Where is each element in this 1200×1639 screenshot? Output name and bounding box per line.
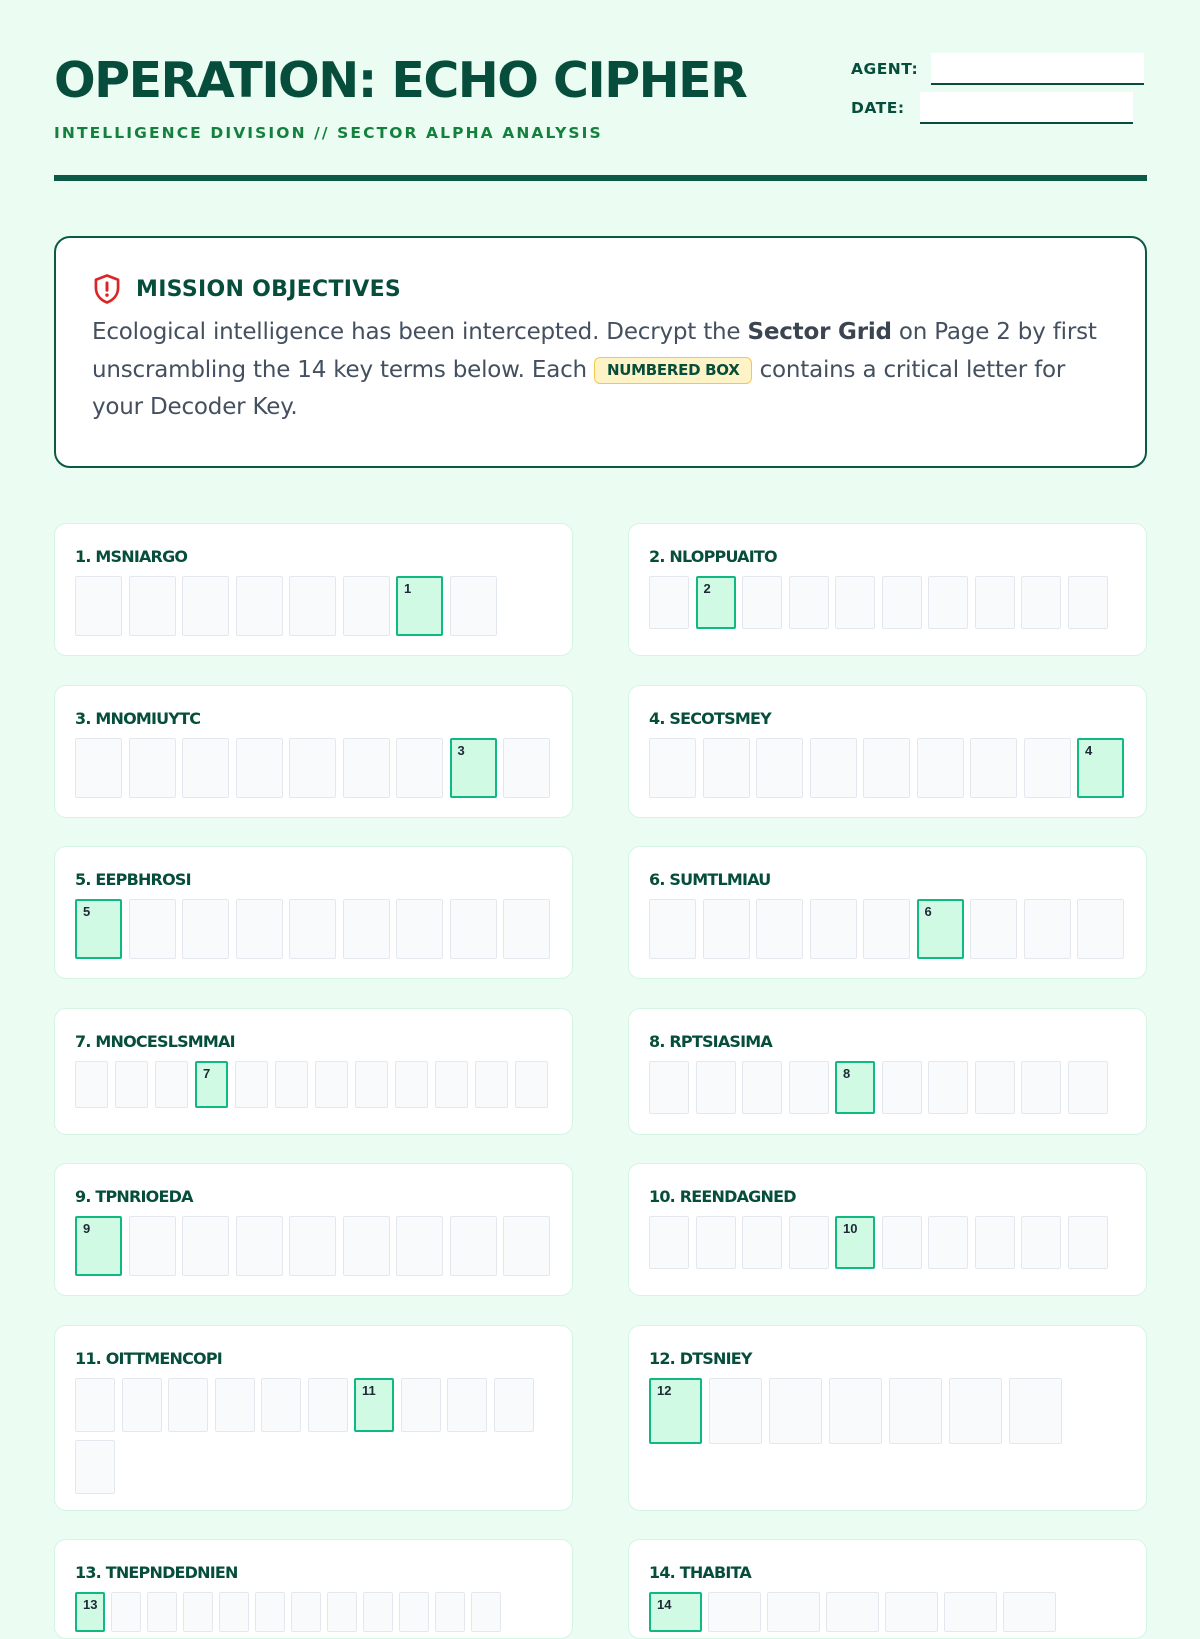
numbered-box-badge: NUMBERED BOX [594,357,752,384]
letter-boxes [649,738,1126,798]
letter-box[interactable] [928,1061,968,1114]
letter-box[interactable] [503,738,550,798]
key-letter-box[interactable] [75,1592,105,1632]
letter-box[interactable] [503,899,550,959]
letter-box[interactable] [396,738,443,798]
letter-box[interactable] [742,1216,782,1269]
letter-boxes [649,576,1126,629]
key-box-number: 8 [843,1066,851,1081]
letter-box[interactable] [928,1216,968,1269]
letter-box[interactable] [183,1592,213,1632]
letter-box[interactable] [1068,1061,1108,1114]
letter-box[interactable] [471,1592,501,1632]
puzzle-card [54,1539,573,1639]
letter-box[interactable] [789,1061,829,1114]
letter-box[interactable] [447,1378,487,1432]
key-letter-box[interactable] [835,1061,875,1114]
letter-box[interactable] [236,576,283,636]
letter-boxes [649,1592,1126,1632]
letter-box[interactable] [75,1378,115,1432]
puzzle-scrambled-word: 14. THABITA [649,1563,752,1582]
letter-box[interactable] [975,1061,1015,1114]
letter-box[interactable] [810,899,857,959]
letter-box[interactable] [182,899,229,959]
letter-box[interactable] [835,576,875,629]
letter-box[interactable] [649,1216,689,1269]
letter-box[interactable] [863,738,910,798]
key-letter-box[interactable] [75,899,122,959]
letter-box[interactable] [826,1592,879,1632]
letter-box[interactable] [343,576,390,636]
letter-box[interactable] [396,1216,443,1276]
letter-boxes [75,1592,552,1632]
header-divider [54,175,1147,181]
mission-title: MISSION OBJECTIVES [136,276,402,302]
key-letter-box[interactable] [195,1061,228,1108]
letter-box[interactable] [355,1061,388,1108]
letter-boxes [75,738,552,798]
puzzle-card [54,523,573,656]
letter-box[interactable] [215,1378,255,1432]
puzzle-card [628,1008,1147,1135]
puzzle-scrambled-word: 11. OITTMENCOPI [75,1349,222,1368]
puzzle-scrambled-word: 3. MNOMIUYTC [75,709,201,728]
letter-box[interactable] [863,899,910,959]
date-field[interactable] [920,92,1133,124]
letter-box[interactable] [219,1592,249,1632]
letter-box[interactable] [1068,1216,1108,1269]
letter-box[interactable] [1003,1592,1056,1632]
letter-box[interactable] [450,899,497,959]
letter-box[interactable] [1077,899,1124,959]
letter-box[interactable] [742,1061,782,1114]
mission-text-part-3: contains a critical letter for your Decoder Key. [92,356,1066,420]
sector-grid-emphasis: Sector Grid [747,319,892,345]
letter-box[interactable] [789,1216,829,1269]
letter-box[interactable] [709,1378,762,1444]
agent-label: AGENT: [851,60,919,78]
key-box-number: 10 [843,1221,858,1236]
letter-box[interactable] [182,738,229,798]
letter-box[interactable] [363,1592,393,1632]
key-box-number: 12 [657,1383,672,1398]
letter-boxes [75,1216,552,1276]
letter-box[interactable] [75,738,122,798]
letter-boxes [75,1061,552,1108]
letter-box[interactable] [289,576,336,636]
letter-boxes [649,1216,1126,1269]
letter-box[interactable] [343,899,390,959]
letter-box[interactable] [129,1216,176,1276]
letter-box[interactable] [708,1592,761,1632]
puzzle-card [628,685,1147,818]
letter-box[interactable] [649,899,696,959]
date-label: DATE: [851,99,905,117]
letter-box[interactable] [235,1061,268,1108]
letter-box[interactable] [435,1061,468,1108]
letter-box[interactable] [395,1061,428,1108]
mission-heading [92,272,1109,306]
key-box-number: 13 [83,1597,98,1612]
letter-box[interactable] [917,738,964,798]
puzzle-scrambled-word: 7. MNOCESLSMMAI [75,1032,235,1051]
agent-field[interactable] [931,53,1144,85]
key-box-number: 1 [404,581,412,596]
letter-box[interactable] [122,1378,162,1432]
date-row [851,92,1133,124]
letter-box[interactable] [155,1061,188,1108]
mission-objectives-box [54,236,1147,468]
key-letter-box[interactable] [1077,738,1124,798]
letter-box[interactable] [450,576,497,636]
puzzle-scrambled-word: 9. TPNRIOEDA [75,1187,193,1206]
letter-box[interactable] [944,1592,997,1632]
letter-box[interactable] [115,1061,148,1108]
puzzle-card [628,846,1147,979]
letter-box[interactable] [882,576,922,629]
puzzle-card [54,1325,573,1511]
worksheet-page [54,0,1147,1612]
letter-box[interactable] [696,1061,736,1114]
puzzle-scrambled-word: 8. RPTSIASIMA [649,1032,772,1051]
letter-box[interactable] [975,576,1015,629]
letter-box[interactable] [168,1378,208,1432]
letter-box[interactable] [315,1061,348,1108]
letter-box[interactable] [767,1592,820,1632]
letter-box[interactable] [810,738,857,798]
letter-box[interactable] [1024,738,1071,798]
letter-box[interactable] [236,1216,283,1276]
letter-box[interactable] [255,1592,285,1632]
letter-box[interactable] [885,1592,938,1632]
letter-box[interactable] [475,1061,508,1108]
letter-boxes [75,1378,552,1494]
page-subtitle: INTELLIGENCE DIVISION // SECTOR ALPHA ANALYSIS [54,124,603,142]
letter-box[interactable] [928,576,968,629]
puzzle-scrambled-word: 13. TNEPNDEDNIEN [75,1563,238,1582]
letter-box[interactable] [1021,1061,1061,1114]
letter-box[interactable] [129,738,176,798]
puzzle-card [54,1008,573,1135]
puzzle-card [628,523,1147,656]
key-box-number: 11 [362,1383,376,1398]
letter-box[interactable] [970,738,1017,798]
key-box-number: 9 [83,1221,91,1236]
letter-box[interactable] [236,738,283,798]
letter-box[interactable] [182,1216,229,1276]
key-letter-box[interactable] [835,1216,875,1269]
letter-box[interactable] [291,1592,321,1632]
letter-box[interactable] [401,1378,441,1432]
letter-box[interactable] [147,1592,177,1632]
letter-box[interactable] [343,1216,390,1276]
shield-alert-icon [92,273,122,305]
letter-box[interactable] [703,738,750,798]
key-letter-box[interactable] [75,1216,122,1276]
letter-box[interactable] [494,1378,534,1432]
letter-box[interactable] [261,1378,301,1432]
letter-box[interactable] [703,899,750,959]
letter-box[interactable] [289,738,336,798]
letter-box[interactable] [450,1216,497,1276]
letter-box[interactable] [399,1592,429,1632]
header [54,0,1147,186]
letter-box[interactable] [742,576,782,629]
puzzle-card [54,1163,573,1296]
puzzle-scrambled-word: 10. REENDAGNED [649,1187,796,1206]
letter-box[interactable] [1024,899,1071,959]
key-box-number: 14 [657,1597,672,1612]
letter-box[interactable] [275,1061,308,1108]
letter-box[interactable] [1009,1378,1062,1444]
puzzle-scrambled-word: 6. SUMTLMIAU [649,870,771,889]
puzzle-card [628,1325,1147,1511]
letter-box[interactable] [75,1061,108,1108]
letter-box[interactable] [1068,576,1108,629]
key-letter-box[interactable] [696,576,736,629]
letter-box[interactable] [503,1216,550,1276]
letter-box[interactable] [1021,1216,1061,1269]
mission-text-part-2: on Page 2 by first unscrambling the 14 key terms below. Each [92,319,1097,383]
letter-box[interactable] [882,1061,922,1114]
letter-box[interactable] [182,576,229,636]
key-box-number: 3 [457,743,465,758]
letter-box[interactable] [289,899,336,959]
key-letter-box[interactable] [450,738,497,798]
key-box-number: 2 [703,581,711,596]
key-letter-box[interactable] [917,899,964,959]
letter-box[interactable] [111,1592,141,1632]
letter-box[interactable] [308,1378,348,1432]
letter-box[interactable] [970,899,1017,959]
puzzle-card [628,1163,1147,1296]
letter-box[interactable] [236,899,283,959]
puzzle-scrambled-word: 2. NLOPPUAITO [649,547,777,566]
key-box-number: 7 [203,1066,211,1081]
letter-box[interactable] [515,1061,548,1108]
letter-box[interactable] [75,1440,115,1494]
key-box-number: 4 [1085,743,1093,758]
letter-boxes [649,899,1126,959]
letter-boxes [75,576,552,636]
puzzle-scrambled-word: 4. SECOTSMEY [649,709,771,728]
letter-box[interactable] [649,576,689,629]
puzzle-scrambled-word: 1. MSNIARGO [75,547,188,566]
key-letter-box[interactable] [649,1378,702,1444]
letter-box[interactable] [756,738,803,798]
letter-box[interactable] [949,1378,1002,1444]
letter-box[interactable] [789,576,829,629]
letter-boxes [75,899,552,959]
letter-box[interactable] [649,1061,689,1114]
key-letter-box[interactable] [354,1378,394,1432]
puzzle-card [628,1539,1147,1639]
key-letter-box[interactable] [396,576,443,636]
letter-box[interactable] [289,1216,336,1276]
letter-box[interactable] [769,1378,822,1444]
letter-box[interactable] [343,738,390,798]
puzzle-scrambled-word: 12. DTSNIEY [649,1349,752,1368]
letter-box[interactable] [756,899,803,959]
letter-box[interactable] [327,1592,357,1632]
puzzle-card [54,846,573,979]
letter-box[interactable] [396,899,443,959]
letter-box[interactable] [129,576,176,636]
letter-boxes [649,1061,1126,1114]
mission-text [92,314,1109,427]
letter-box[interactable] [889,1378,942,1444]
puzzle-card [54,685,573,818]
letter-box[interactable] [75,576,122,636]
letter-box[interactable] [649,738,696,798]
key-box-number: 5 [83,904,91,919]
letter-box[interactable] [882,1216,922,1269]
letter-boxes [649,1378,1126,1444]
letter-box[interactable] [696,1216,736,1269]
puzzle-scrambled-word: 5. EEPBHROSI [75,870,191,889]
letter-box[interactable] [1021,576,1061,629]
key-box-number: 6 [924,904,932,919]
letter-box[interactable] [129,899,176,959]
letter-box[interactable] [435,1592,465,1632]
letter-box[interactable] [975,1216,1015,1269]
mission-text-part-1: Ecological intelligence has been intercepted. Decrypt the [92,319,748,345]
agent-row [851,53,1144,85]
page-title: OPERATION: ECHO CIPHER [54,52,747,109]
letter-box[interactable] [829,1378,882,1444]
key-letter-box[interactable] [649,1592,702,1632]
